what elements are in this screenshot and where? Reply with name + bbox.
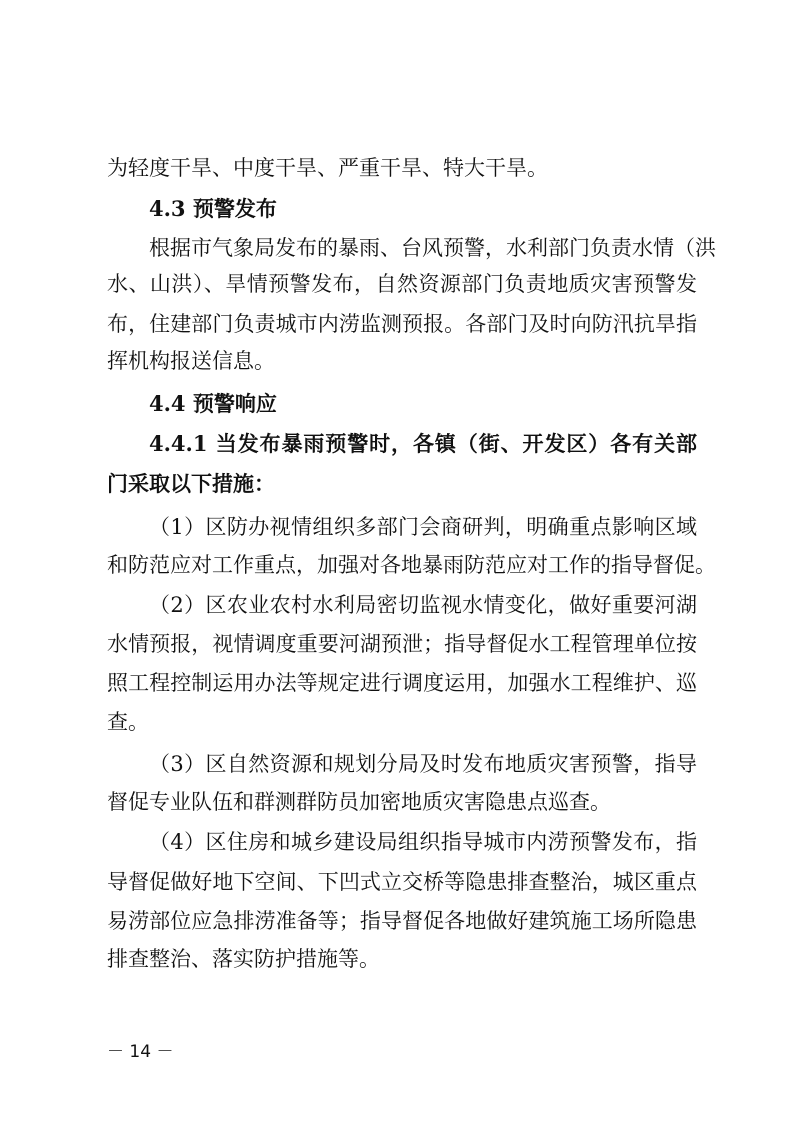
text-line: 督促专业队伍和群测群防员加密地质灾害隐患点巡查。 <box>107 790 611 814</box>
subsection-heading: 4.4.1 当发布暴雨预警时，各镇（街、开发区）各有关部 <box>149 431 697 456</box>
text-line: 排查整治、落实防护措施等。 <box>107 947 380 971</box>
section-heading: 4.4 预警响应 <box>149 391 277 416</box>
text-line: 为轻度干旱、中度干旱、严重干旱、特大干旱。 <box>107 156 548 180</box>
page-number: － 14 － <box>107 1042 174 1062</box>
text-line: （3）区自然资源和规划分局及时发布地质灾害预警，指导 <box>149 752 697 776</box>
text-line: 水情预报，视情调度重要河湖预泄；指导督促水工程管理单位按 <box>107 632 697 656</box>
text-line: 易涝部位应急排涝准备等；指导督促各地做好建筑施工场所隐患 <box>107 909 697 933</box>
subsection-heading: 门采取以下措施： <box>107 471 275 496</box>
text-line: 和防范应对工作重点，加强对各地暴雨防范应对工作的指导督促。 <box>107 553 716 577</box>
text-line: 水、山洪）、旱情预警发布，自然资源部门负责地质灾害预警发 <box>107 272 697 296</box>
text-line: 查。 <box>107 710 149 734</box>
section-heading: 4.3 预警发布 <box>149 196 277 221</box>
text-line: （1）区防办视情组织多部门会商研判，明确重点影响区域 <box>149 515 697 539</box>
text-line: （2）区农业农村水利局密切监视水情变化，做好重要河湖 <box>149 593 697 617</box>
text-line: （4）区住房和城乡建设局组织指导城市内涝预警发布，指 <box>149 830 697 854</box>
text-line: 挥机构报送信息。 <box>107 349 275 373</box>
text-line: 根据市气象局发布的暴雨、台风预警，水利部门负责水情（洪 <box>149 236 716 260</box>
text-line: 布，住建部门负责城市内涝监测预报。各部门及时向防汛抗旱指 <box>107 312 697 336</box>
text-line: 导督促做好地下空间、下凹式立交桥等隐患排查整治，城区重点 <box>107 870 697 894</box>
text-line: 照工程控制运用办法等规定进行调度运用，加强水工程维护、巡 <box>107 671 697 695</box>
